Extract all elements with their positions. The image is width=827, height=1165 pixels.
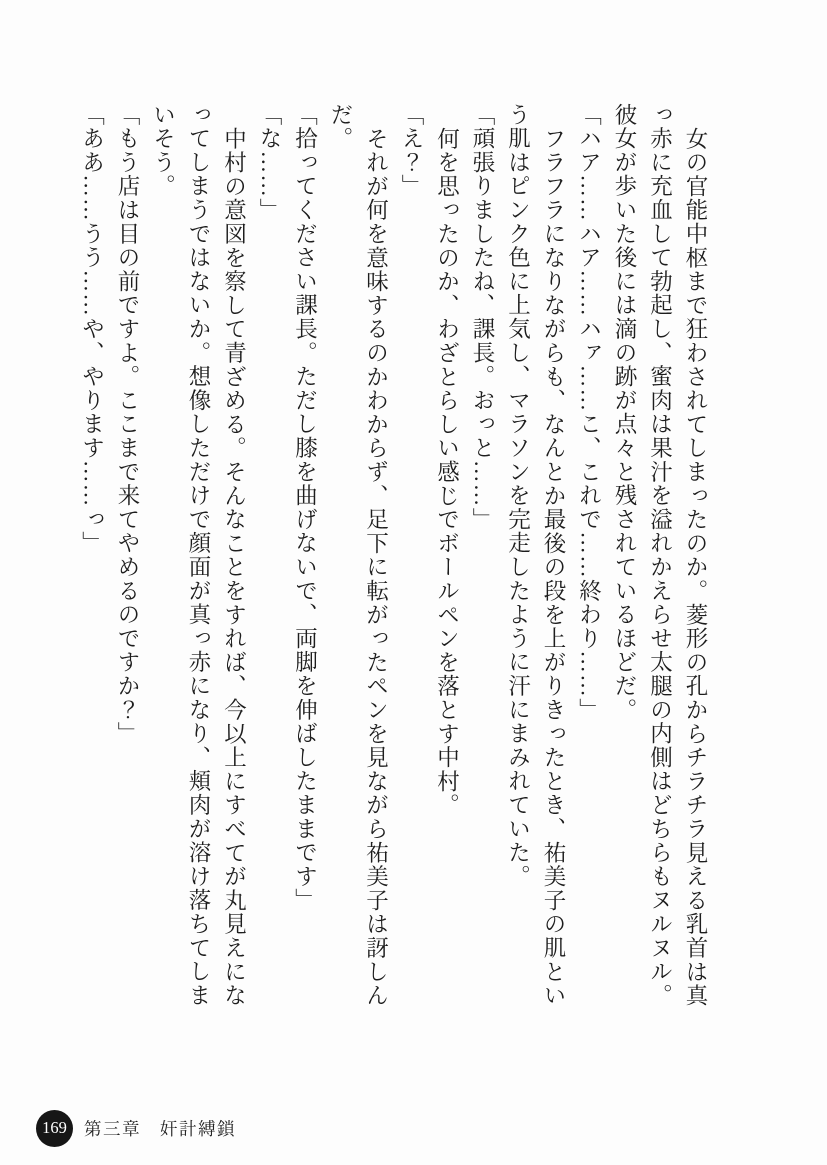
chapter-title: 第三章 奸計縛鎖	[84, 1119, 236, 1139]
text-line: 「もう店は目の前ですよ。ここまで来てやめるのですか？」	[115, 103, 140, 746]
body-text	[74, 103, 713, 1015]
text-line: ってしまうではないか。想像しただけで顔面が真っ赤になり、頬肉が溶け落ちてしま	[186, 103, 211, 1008]
text-line: だ。	[328, 103, 353, 151]
text-line: 「え？」	[399, 103, 424, 199]
text-line: それが何を意味するのかわからず、足下に転がったペンを見ながら祐美子は訝しん	[363, 126, 389, 1008]
text-line: 「ハア……ハア……ハァ……こ、これで……終わり……」	[576, 103, 602, 722]
text-line: フラフラになりながらも、なんとか最後の段を上がりきったとき、祐美子の肌とい	[541, 126, 566, 1008]
text-line: っ赤に充血して勃起し、蜜肉は果汁を溢れかえらせ太腿の内側はどちらもヌルヌル。	[647, 103, 673, 1008]
text-line: 「拾ってください課長。ただし膝を曲げないで、両脚を伸ばしたままです」	[292, 103, 318, 913]
page-footer	[36, 1110, 236, 1147]
text-line: いそう。	[150, 103, 176, 199]
text-line: う肌はピンク色に上気し、マラソンを完走したように汗にまみれていた。	[505, 103, 531, 889]
text-line: 「頑張りましたね、課長。おっと……」	[470, 103, 495, 532]
text-line: 中村の意図を察して青ざめる。そんなことをすれば、今以上にすべてが丸見えにな	[221, 126, 247, 1008]
page-number: 169	[42, 1118, 67, 1138]
text-line: 「ああ……うう……や、やります……っ」	[79, 103, 105, 556]
text-line: 何を思ったのか、わざとらしい感じでボールペンを落とす中村。	[434, 126, 460, 817]
page-number-badge	[36, 1110, 73, 1147]
text-line: 「な……」	[257, 103, 282, 222]
text-line: 女の官能中枢まで狂わされてしまったのか。菱形の孔からチラチラ見える乳首は真	[683, 126, 708, 1008]
text-line: 彼女が歩いた後には滴の跡が点々と残されているほどだ。	[612, 103, 637, 722]
